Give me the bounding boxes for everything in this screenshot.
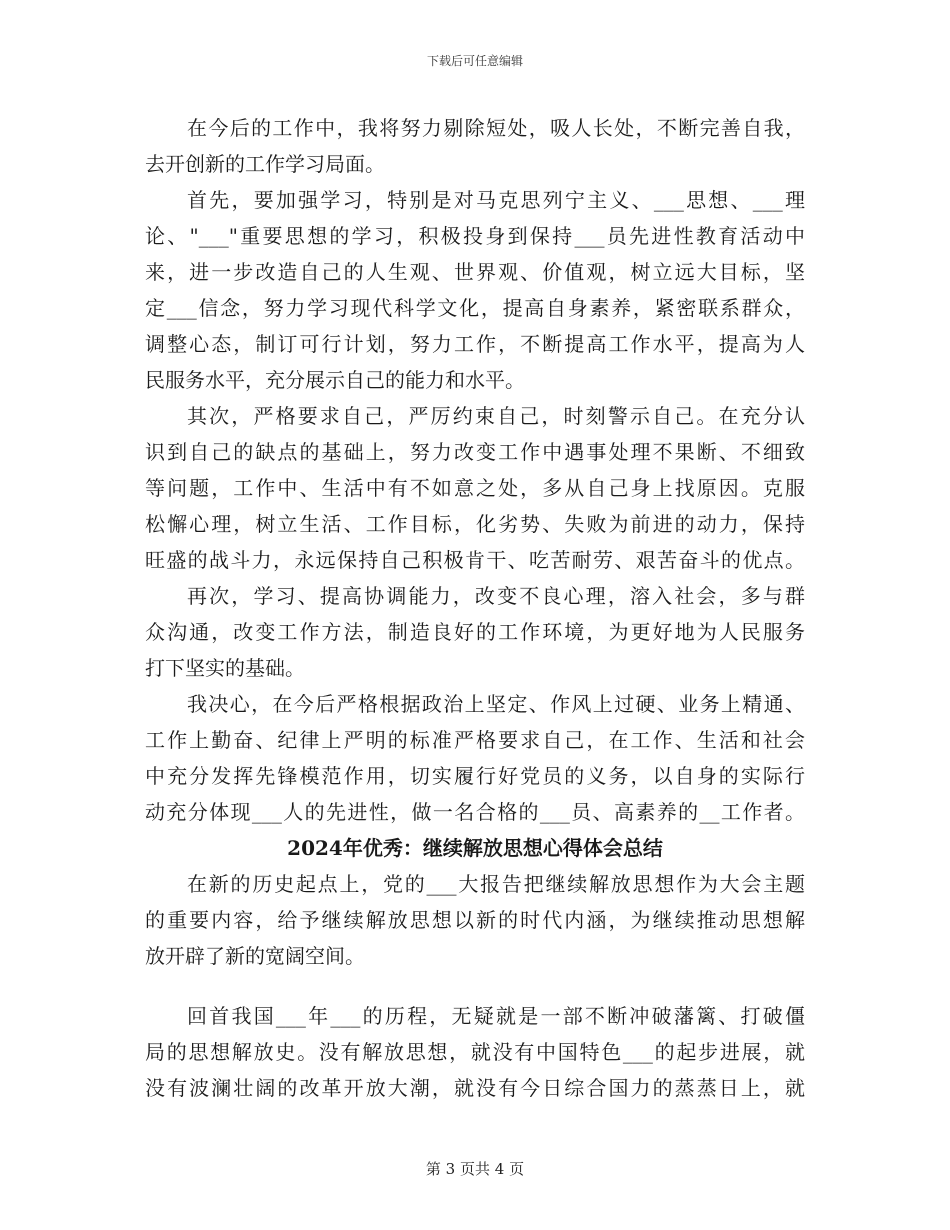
body-line: 识到自己的缺点的基础上，努力改变工作中遇事处理不果断、不细致: [145, 440, 805, 464]
body-line: 在今后的工作中，我将努力剔除短处，吸人长处，不断完善自我，: [187, 116, 805, 140]
body-line: 松懈心理，树立生活、工作目标，化劣势、失败为前进的动力，保持: [145, 512, 805, 536]
body-line: 回首我国___年___的历程，无疑就是一部不断冲破藩篱、打破僵: [187, 1004, 805, 1028]
page-footer: 第 3 页共 4 页: [425, 1160, 525, 1178]
body-line: 再次，学习、提高协调能力，改变不良心理，溶入社会，多与群: [187, 584, 805, 608]
body-line: 我决心，在今后严格根据政治上坚定、作风上过硬、业务上精通、: [187, 692, 805, 716]
body-line: 来，进一步改造自己的人生观、世界观、价值观，树立远大目标，坚: [145, 260, 805, 284]
body-line: 的重要内容，给予继续解放思想以新的时代内涵，为继续推动思想解: [145, 908, 805, 932]
page-header: 下载后可任意编辑: [426, 54, 523, 68]
body-line: 旺盛的战斗力，永远保持自己积极肯干、吃苦耐劳、艰苦奋斗的优点。: [145, 548, 805, 572]
body-line: 在新的历史起点上，党的___大报告把继续解放思想作为大会主题: [187, 872, 805, 896]
body-line: 动充分体现___人的先进性，做一名合格的___员、高素养的__工作者。: [145, 800, 805, 824]
body-line: 等问题，工作中、生活中有不如意之处，多从自己身上找原因。克服: [145, 476, 805, 500]
body-line: 工作上勤奋、纪律上严明的标准严格要求自己，在工作、生活和社会: [145, 728, 805, 752]
body-line: 局的思想解放史。没有解放思想，就没有中国特色___的起步进展，就: [145, 1040, 805, 1064]
section-title: 2024年优秀：继续解放思想心得体会总结: [287, 836, 663, 860]
body-line: 没有波澜壮阔的改革开放大潮，就没有今日综合国力的蒸蒸日上，就: [145, 1076, 805, 1100]
body-line: 民服务水平，充分展示自己的能力和水平。: [145, 368, 525, 392]
body-line: 其次，严格要求自己，严厉约束自己，时刻警示自己。在充分认: [187, 404, 805, 428]
body-line: 去开创新的工作学习局面。: [145, 152, 385, 176]
body-line: 首先，要加强学习，特别是对马克思列宁主义、___思想、___理: [187, 188, 805, 212]
body-line: 调整心态，制订可行计划，努力工作，不断提高工作水平，提高为人: [145, 332, 805, 356]
body-line: 放开辟了新的宽阔空间。: [145, 944, 365, 968]
body-line: 中充分发挥先锋模范作用，切实履行好党员的义务，以自身的实际行: [145, 764, 805, 788]
body-line: 论、"___"重要思想的学习，积极投身到保持___员先进性教育活动中: [145, 224, 805, 248]
body-line: 众沟通，改变工作方法，制造良好的工作环境，为更好地为人民服务: [145, 620, 805, 644]
body-line: 打下坚实的基础。: [145, 656, 305, 680]
body-line: 定___信念，努力学习现代科学文化，提高自身素养，紧密联系群众，: [145, 296, 805, 320]
